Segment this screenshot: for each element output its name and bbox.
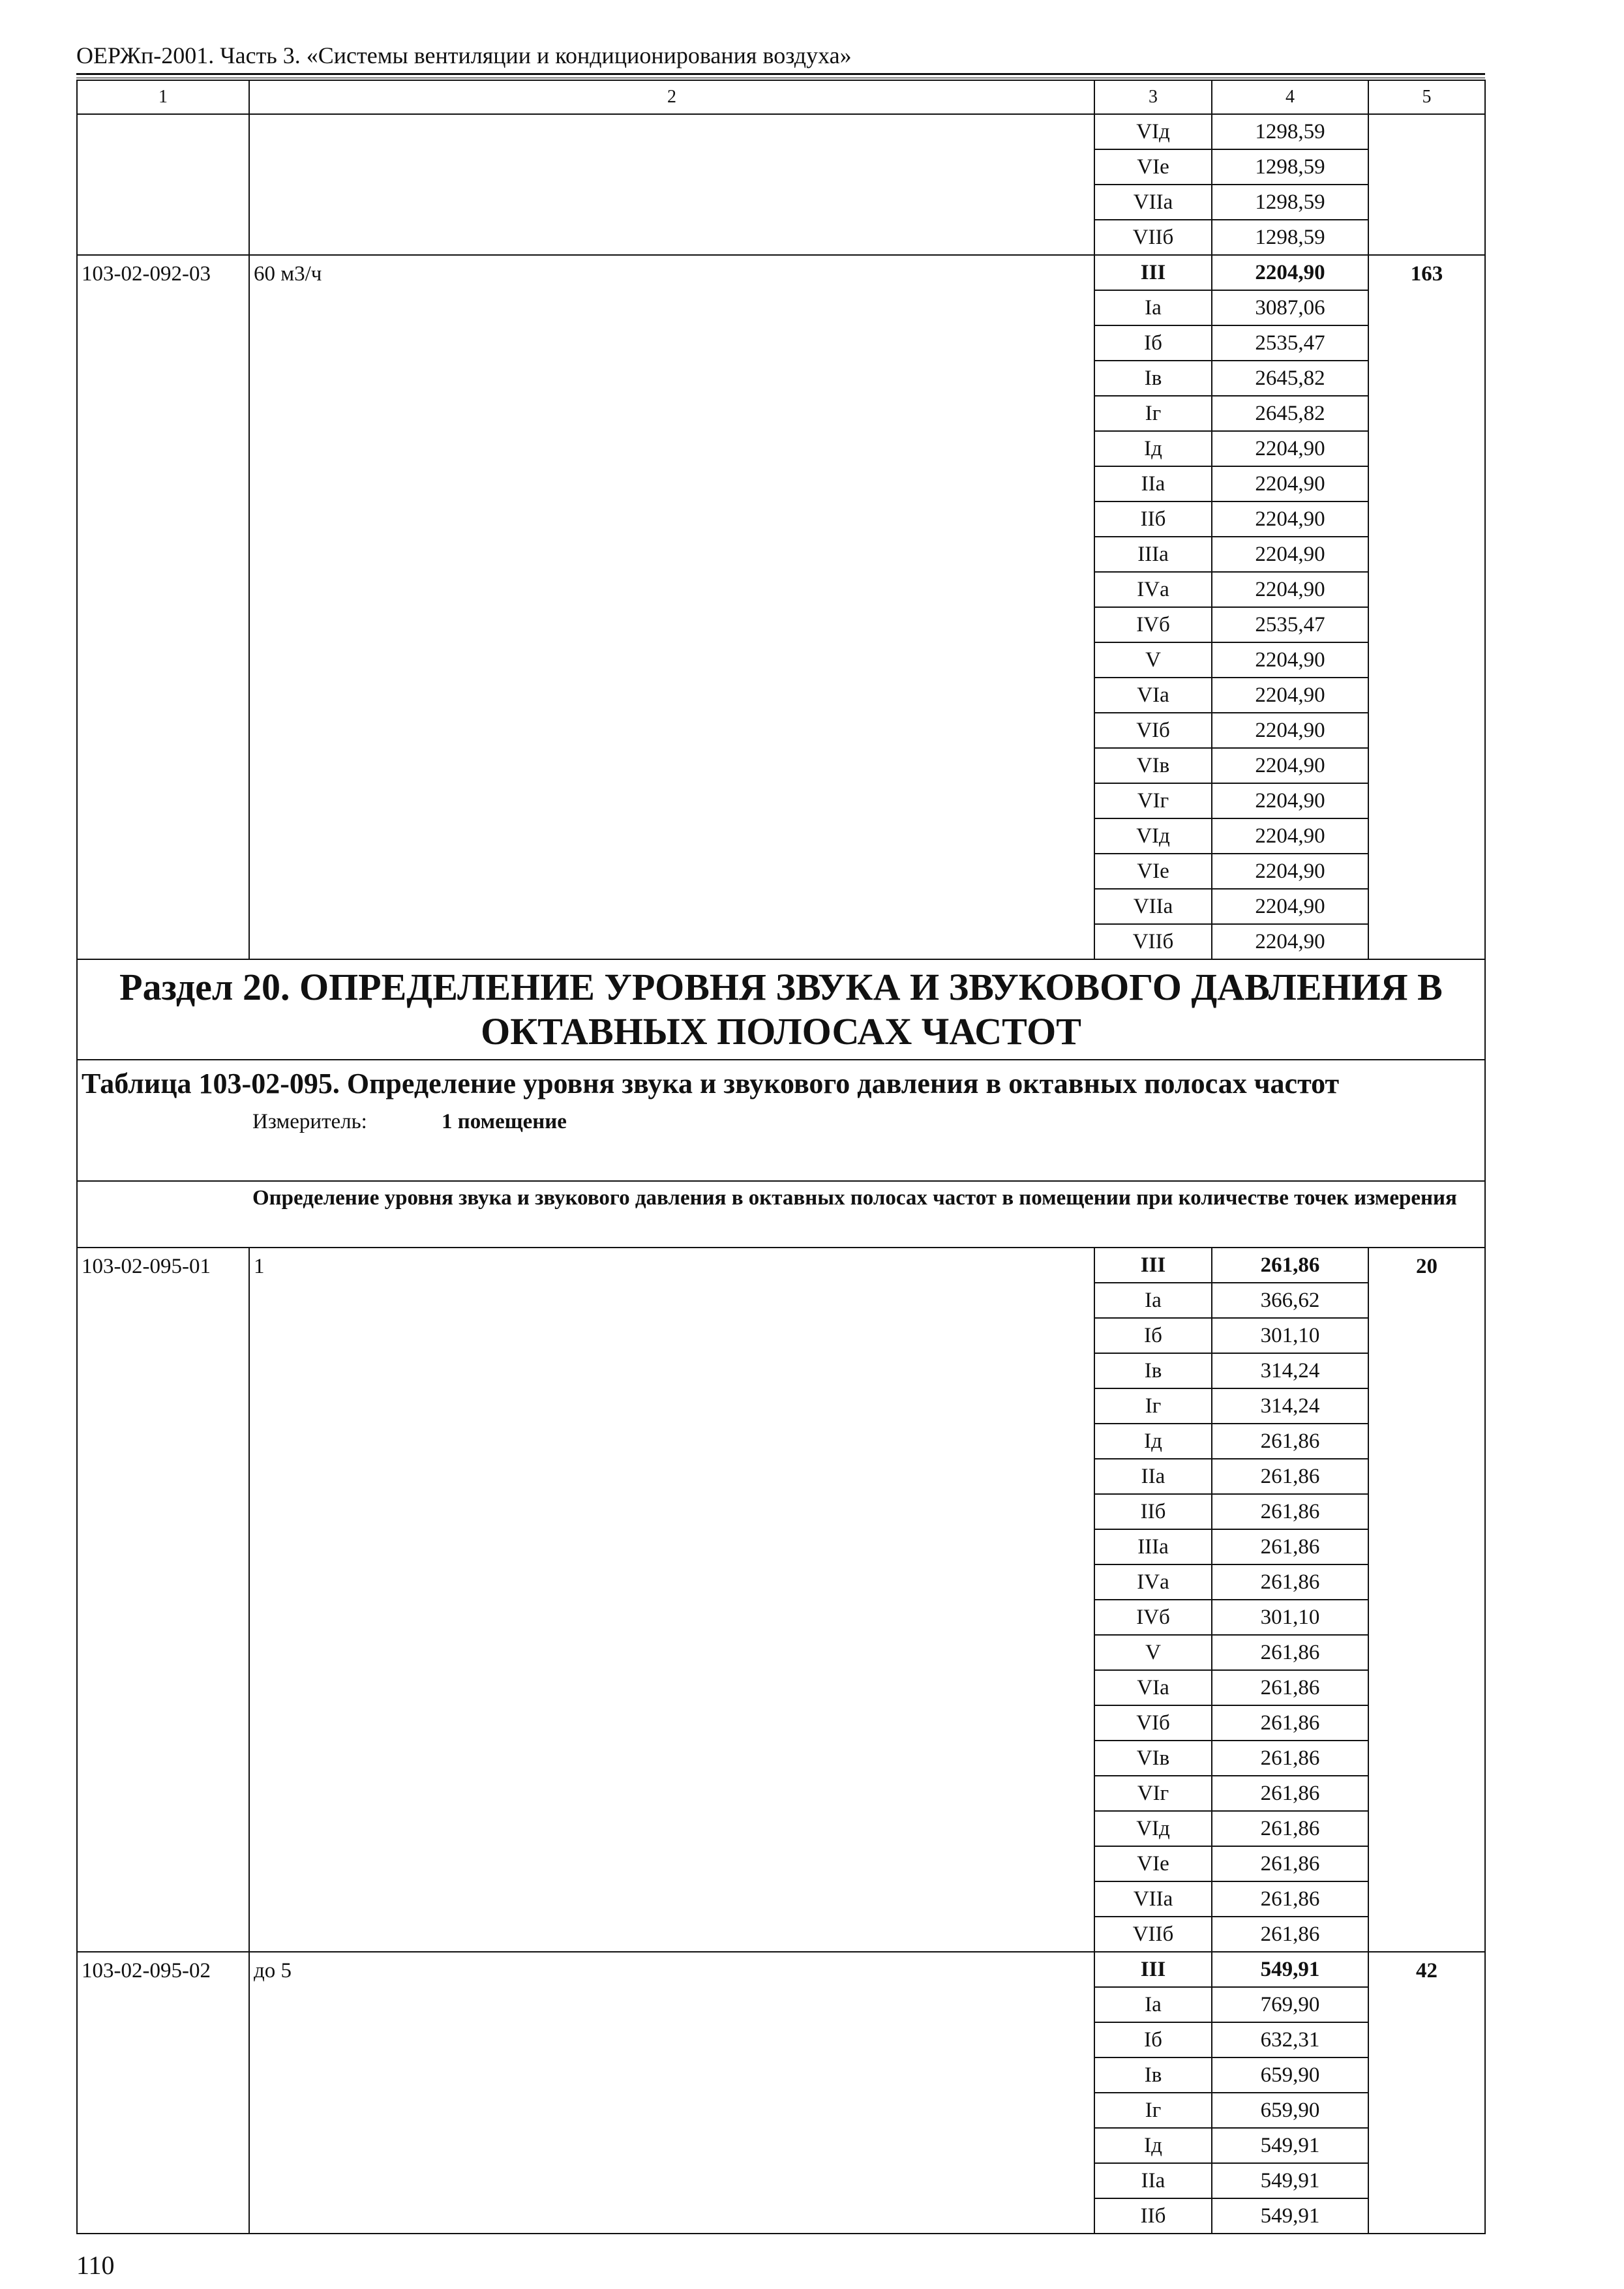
zone-cell: Iд <box>1094 431 1212 466</box>
measure-label: Измеритель: <box>252 1110 367 1133</box>
zone-cell: Iд <box>1094 1424 1212 1459</box>
price-cell: 549,91 <box>1212 2128 1368 2163</box>
price-cell: 2204,90 <box>1212 642 1368 678</box>
zone-cell: V <box>1094 642 1212 678</box>
price-cell: 1298,59 <box>1212 185 1368 220</box>
price-cell: 2204,90 <box>1212 748 1368 783</box>
code-cell: 103-02-092-03 <box>77 255 249 959</box>
description-cell <box>249 114 1094 255</box>
price-cell: 261,86 <box>1212 1248 1368 1283</box>
zone-cell: Iг <box>1094 2093 1212 2128</box>
column-number: 2 <box>249 80 1094 114</box>
zone-cell: VIе <box>1094 854 1212 889</box>
table-title-cell <box>77 1060 1485 1181</box>
price-cell: 261,86 <box>1212 1670 1368 1705</box>
price-cell: 769,90 <box>1212 1987 1368 2022</box>
price-cell: 261,86 <box>1212 1529 1368 1564</box>
price-cell: 1298,59 <box>1212 149 1368 185</box>
quantity-cell: 42 <box>1368 1952 1485 2234</box>
price-cell: 2204,90 <box>1212 501 1368 537</box>
zone-cell: IIа <box>1094 2163 1212 2198</box>
page-number: 110 <box>76 2251 115 2280</box>
header-rule <box>76 73 1485 75</box>
subheading-cell <box>77 1181 1485 1248</box>
code-cell <box>77 114 249 255</box>
zone-cell: Iб <box>1094 2022 1212 2057</box>
price-cell: 2204,90 <box>1212 713 1368 748</box>
zone-cell: IIIа <box>1094 537 1212 572</box>
description-cell: 60 м3/ч <box>249 255 1094 959</box>
quantity-cell: 20 <box>1368 1248 1485 1952</box>
price-cell: 301,10 <box>1212 1318 1368 1353</box>
price-cell: 261,86 <box>1212 1494 1368 1529</box>
running-head: ОЕРЖп-2001. Часть 3. «Системы вентиляции и кондиционирования воздуха» <box>76 42 852 68</box>
zone-cell: Iа <box>1094 1283 1212 1318</box>
price-cell: 261,86 <box>1212 1741 1368 1776</box>
table-title: Таблица 103-02-095. Определение уровня звука и звукового давления в октавных полосах частот <box>82 1068 1340 1100</box>
zone-cell: IIб <box>1094 2198 1212 2234</box>
rates-table <box>76 80 1486 2234</box>
quantity-cell: 163 <box>1368 255 1485 959</box>
price-cell: 2204,90 <box>1212 818 1368 854</box>
zone-cell: VIIб <box>1094 1917 1212 1952</box>
table-row <box>77 1952 1485 1987</box>
zone-cell: VIб <box>1094 713 1212 748</box>
price-cell: 261,86 <box>1212 1459 1368 1494</box>
zone-cell: VIе <box>1094 149 1212 185</box>
price-cell: 261,86 <box>1212 1705 1368 1741</box>
price-cell: 2204,90 <box>1212 466 1368 501</box>
price-cell: 2204,90 <box>1212 678 1368 713</box>
zone-cell: IVа <box>1094 572 1212 607</box>
price-cell: 261,86 <box>1212 1917 1368 1952</box>
price-cell: 2204,90 <box>1212 854 1368 889</box>
zone-cell: Iа <box>1094 1987 1212 2022</box>
zone-cell: VIд <box>1094 1811 1212 1846</box>
zone-cell: VIг <box>1094 783 1212 818</box>
subheading: Определение уровня звука и звукового давления в октавных полосах частот в помещении при количестве точек измерения <box>252 1186 1457 1210</box>
zone-cell: IVб <box>1094 1600 1212 1635</box>
zone-cell: VIа <box>1094 678 1212 713</box>
zone-cell: VIе <box>1094 1846 1212 1881</box>
price-cell: 301,10 <box>1212 1600 1368 1635</box>
price-cell: 549,91 <box>1212 2198 1368 2234</box>
zone-cell: III <box>1094 1248 1212 1283</box>
table-row <box>77 114 1485 149</box>
zone-cell: IIб <box>1094 1494 1212 1529</box>
table-title-row <box>77 1060 1485 1181</box>
subheading-row <box>77 1181 1485 1248</box>
zone-cell: Iб <box>1094 325 1212 361</box>
price-cell: 2204,90 <box>1212 783 1368 818</box>
price-cell: 2645,82 <box>1212 396 1368 431</box>
zone-cell: IVб <box>1094 607 1212 642</box>
zone-cell: IIа <box>1094 466 1212 501</box>
column-number-row <box>77 80 1485 114</box>
zone-cell: Iв <box>1094 361 1212 396</box>
price-cell: 261,86 <box>1212 1635 1368 1670</box>
zone-cell: IVа <box>1094 1564 1212 1600</box>
price-cell: 261,86 <box>1212 1811 1368 1846</box>
price-cell: 1298,59 <box>1212 220 1368 255</box>
zone-cell: VIв <box>1094 1741 1212 1776</box>
column-number: 3 <box>1094 80 1212 114</box>
price-cell: 314,24 <box>1212 1388 1368 1424</box>
column-number: 1 <box>77 80 249 114</box>
price-cell: 549,91 <box>1212 2163 1368 2198</box>
price-cell: 659,90 <box>1212 2057 1368 2093</box>
price-cell: 2204,90 <box>1212 431 1368 466</box>
price-cell: 2204,90 <box>1212 537 1368 572</box>
price-cell: 2204,90 <box>1212 889 1368 924</box>
price-cell: 2535,47 <box>1212 607 1368 642</box>
section-title: Раздел 20. ОПРЕДЕЛЕНИЕ УРОВНЯ ЗВУКА И ЗВУКОВОГО ДАВЛЕНИЯ В ОКТАВНЫХ ПОЛОСАХ ЧАСТОТ <box>77 959 1485 1060</box>
column-number: 5 <box>1368 80 1485 114</box>
zone-cell: Iг <box>1094 396 1212 431</box>
description-cell: до 5 <box>249 1952 1094 2234</box>
price-cell: 2204,90 <box>1212 255 1368 290</box>
table-row <box>77 1248 1485 1283</box>
zone-cell: VIб <box>1094 1705 1212 1741</box>
column-number: 4 <box>1212 80 1368 114</box>
zone-cell: VIд <box>1094 818 1212 854</box>
zone-cell: VIг <box>1094 1776 1212 1811</box>
measure-value: 1 помещение <box>442 1110 567 1133</box>
price-cell: 2204,90 <box>1212 572 1368 607</box>
zone-cell: Iа <box>1094 290 1212 325</box>
price-cell: 549,91 <box>1212 1952 1368 1987</box>
price-cell: 2535,47 <box>1212 325 1368 361</box>
zone-cell: VIIб <box>1094 924 1212 959</box>
zone-cell: VIIа <box>1094 889 1212 924</box>
measure-line <box>252 1109 1481 1135</box>
zone-cell: VIв <box>1094 748 1212 783</box>
zone-cell: IIб <box>1094 501 1212 537</box>
zone-cell: Iв <box>1094 2057 1212 2093</box>
zone-cell: VIIа <box>1094 1881 1212 1917</box>
zone-cell: IIа <box>1094 1459 1212 1494</box>
price-cell: 261,86 <box>1212 1424 1368 1459</box>
price-cell: 659,90 <box>1212 2093 1368 2128</box>
zone-cell: III <box>1094 255 1212 290</box>
description-cell: 1 <box>249 1248 1094 1952</box>
zone-cell: VIд <box>1094 114 1212 149</box>
price-cell: 261,86 <box>1212 1881 1368 1917</box>
price-cell: 261,86 <box>1212 1846 1368 1881</box>
zone-cell: Iб <box>1094 1318 1212 1353</box>
price-cell: 632,31 <box>1212 2022 1368 2057</box>
table-row <box>77 255 1485 290</box>
zone-cell: Iв <box>1094 1353 1212 1388</box>
zone-cell: VIа <box>1094 1670 1212 1705</box>
price-cell: 2204,90 <box>1212 924 1368 959</box>
price-cell: 314,24 <box>1212 1353 1368 1388</box>
price-cell: 261,86 <box>1212 1564 1368 1600</box>
quantity-cell <box>1368 114 1485 255</box>
price-cell: 366,62 <box>1212 1283 1368 1318</box>
section-row <box>77 959 1485 1060</box>
zone-cell: Iд <box>1094 2128 1212 2163</box>
price-cell: 2645,82 <box>1212 361 1368 396</box>
zone-cell: VIIб <box>1094 220 1212 255</box>
price-cell: 3087,06 <box>1212 290 1368 325</box>
zone-cell: IIIа <box>1094 1529 1212 1564</box>
price-cell: 1298,59 <box>1212 114 1368 149</box>
code-cell: 103-02-095-02 <box>77 1952 249 2234</box>
zone-cell: Iг <box>1094 1388 1212 1424</box>
zone-cell: V <box>1094 1635 1212 1670</box>
zone-cell: VIIа <box>1094 185 1212 220</box>
zone-cell: III <box>1094 1952 1212 1987</box>
price-cell: 261,86 <box>1212 1776 1368 1811</box>
code-cell: 103-02-095-01 <box>77 1248 249 1952</box>
